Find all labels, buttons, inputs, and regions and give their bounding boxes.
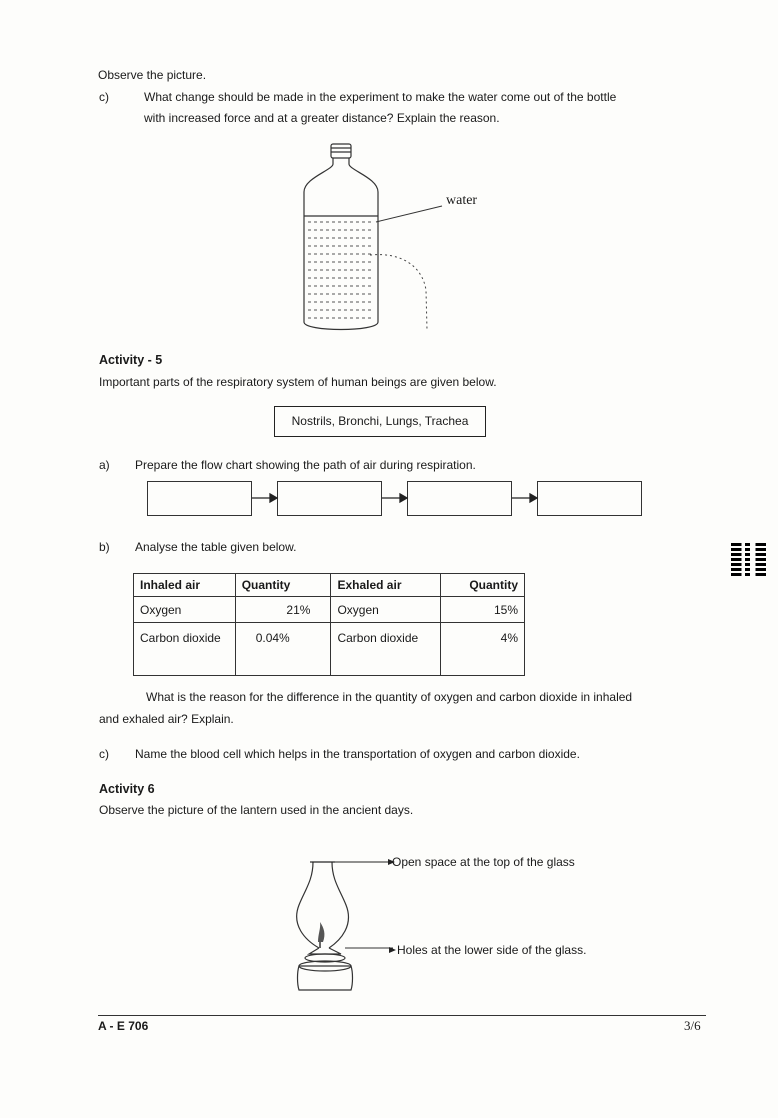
table-header: Exhaled air: [331, 574, 441, 597]
activity5-intro: Important parts of the respiratory system of human beings are given below.: [99, 375, 497, 389]
reason-line1: What is the reason for the difference in the quantity of oxygen and carbon dioxide in inhaled: [146, 690, 633, 704]
table-cell: 21%: [235, 597, 331, 623]
lantern-label-top: Open space at the top of the glass: [392, 855, 575, 869]
question-c-line1: What change should be made in the experiment to make the water come out of the bottle: [144, 90, 617, 104]
table-cell: Carbon dioxide: [134, 623, 236, 676]
table-header: Inhaled air: [134, 574, 236, 597]
flowchart-box-4[interactable]: [537, 481, 642, 516]
footer-code: A - E 706: [98, 1019, 149, 1033]
activity5-title: Activity - 5: [99, 353, 163, 367]
bottle-illustration: [290, 140, 490, 340]
lantern-illustration: [285, 850, 395, 1000]
table-header-row: [134, 574, 525, 597]
activity5-qb-text: Analyse the table given below.: [135, 540, 297, 554]
question-c-label: c): [99, 90, 109, 104]
table-cell: Carbon dioxide: [331, 623, 441, 676]
table-cell: 4%: [441, 623, 525, 676]
activity6-title: Activity 6: [99, 782, 155, 796]
observe-text: Observe the picture.: [98, 68, 207, 82]
table-cell: Oxygen: [331, 597, 441, 623]
activity6-intro: Observe the picture of the lantern used in the ancient days.: [99, 803, 414, 817]
qr-code-icon: [731, 541, 766, 576]
activity5-qa-text: Prepare the flow chart showing the path of air during respiration.: [135, 458, 476, 472]
flowchart-box-1[interactable]: [147, 481, 252, 516]
table-header: Quantity: [441, 574, 525, 597]
activity5-qc-text: Name the blood cell which helps in the transportation of oxygen and carbon dioxide.: [135, 747, 580, 761]
table-cell: 0.04%: [235, 623, 331, 676]
activity5-qc-label: c): [99, 747, 109, 761]
arrow-top-icon: [312, 856, 396, 868]
question-c-line2: with increased force and at a greater distance? Explain the reason.: [144, 111, 500, 125]
activity5-qa-label: a): [99, 458, 110, 472]
activity5-qb-label: b): [99, 540, 110, 554]
table-row: [134, 597, 525, 623]
table-header: Quantity: [235, 574, 331, 597]
reason-line2: and exhaled air? Explain.: [99, 712, 234, 726]
table-cell: Oxygen: [134, 597, 236, 623]
footer-divider: [98, 1015, 706, 1016]
lantern-label-bottom: Holes at the lower side of the glass.: [397, 943, 587, 957]
air-composition-table: [133, 573, 525, 676]
table-row: [134, 623, 525, 676]
water-label: water: [446, 193, 478, 208]
footer-page: 3/6: [684, 1018, 701, 1033]
respiratory-parts-box: Nostrils, Bronchi, Lungs, Trachea: [274, 406, 486, 437]
flowchart-arrows: [250, 490, 540, 506]
table-cell: 15%: [441, 597, 525, 623]
